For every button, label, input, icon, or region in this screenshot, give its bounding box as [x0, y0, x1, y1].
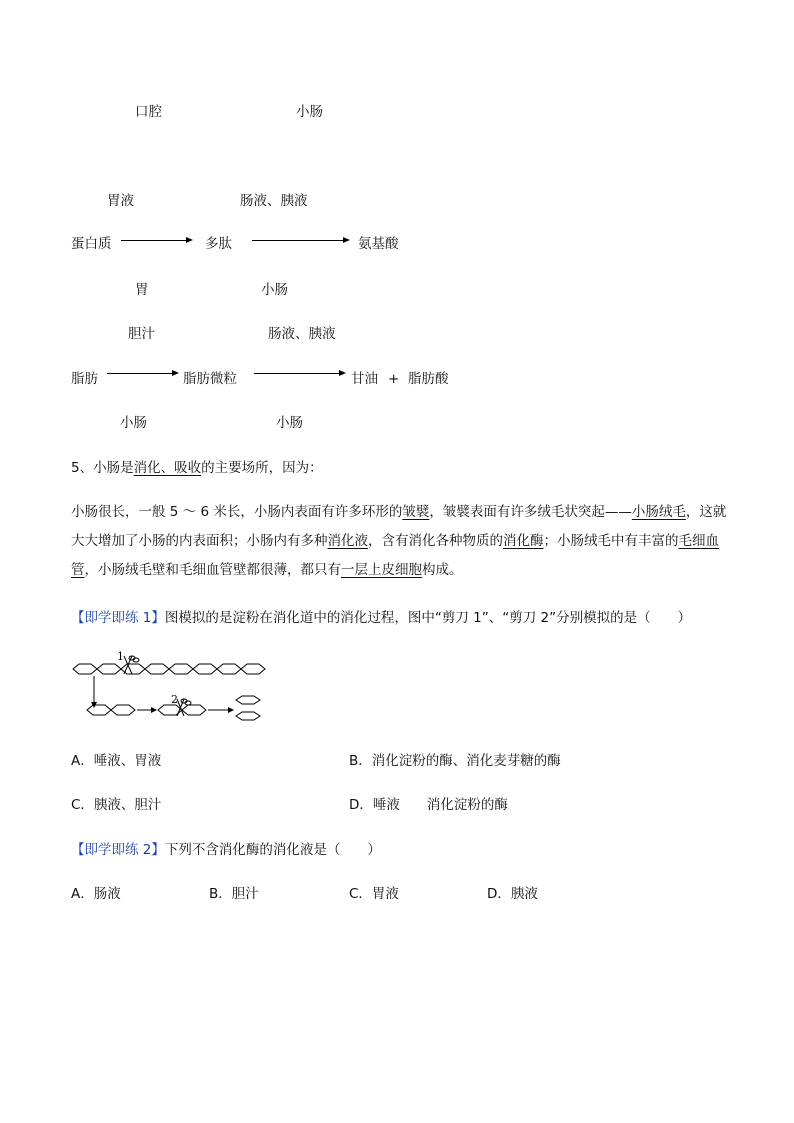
fat-end-fatty-acid: 脂肪酸 [408, 371, 449, 387]
fat-mid: 脂肪微粒 [183, 371, 237, 387]
protein-arrow-2 [252, 240, 344, 241]
para-text-3: ，这就大大增加了小肠的内表面积；小肠内有多种 [71, 504, 727, 549]
para-underline-enzyme: 消化酶 [503, 533, 544, 549]
question-2-option-a[interactable]: A．肠液 [71, 886, 121, 902]
para-underline-juice: 消化液 [327, 533, 368, 549]
scissor-2-label: 2 [171, 693, 178, 706]
question-2-option-b[interactable]: B．胆汁 [209, 886, 259, 902]
para-text-7: 构成。 [422, 562, 463, 578]
site-small-intestine: 小肠 [296, 104, 323, 120]
protein-site-1: 胃 [135, 282, 149, 298]
question-1 [71, 612, 691, 626]
protein-site-2: 小肠 [261, 282, 288, 298]
fat-arrow-2 [254, 373, 340, 374]
fat-end-glycerol: 甘油 [351, 371, 378, 387]
para-underline-fold: 皱襞 [402, 504, 430, 520]
section-5-underlined: 消化、吸收 [133, 460, 202, 476]
para-text-5: ；小肠绒毛中有丰富的 [543, 533, 679, 549]
section-5-suffix: 的主要场所，因为： [201, 460, 323, 476]
fat-agent-2: 肠液、胰液 [268, 326, 336, 342]
fat-site-2: 小肠 [276, 415, 303, 431]
para-underline-layer: 一层上皮细胞 [341, 562, 422, 578]
small-intestine-paragraph [71, 498, 731, 585]
scissor-1-label: 1 [117, 650, 124, 663]
para-underline-capillary: 毛细血管 [71, 533, 719, 578]
question-1-tag: 【即学即练 1】 [71, 610, 165, 626]
question-2-option-d[interactable]: D．胰液 [487, 886, 538, 902]
section-5-prefix: 5、小肠是 [71, 460, 134, 476]
para-text-4: ，含有消化各种物质的 [368, 533, 503, 549]
protein-end: 氨基酸 [358, 236, 399, 252]
para-text-2: ，皱襞表面有许多绒毛状突起—— [429, 504, 632, 520]
starch-digestion-figure [70, 648, 270, 728]
question-1-option-b[interactable]: B．消化淀粉的酶、消化麦芽糖的酶 [349, 753, 561, 769]
question-1-stem: 图模拟的是淀粉在消化道中的消化过程，图中“剪刀 1”、“剪刀 2”分别模拟的是（ ） [164, 610, 692, 626]
question-2-option-c[interactable]: C．胃液 [349, 886, 399, 902]
section-5-heading [71, 462, 323, 476]
fat-site-1: 小肠 [120, 415, 147, 431]
site-mouth: 口腔 [135, 104, 162, 120]
para-text-1: 小肠很长，一般 5 ～ 6 米长，小肠内表面有许多环形的 [71, 504, 403, 520]
protein-mid: 多肽 [205, 236, 232, 252]
protein-enzyme-1: 胃液 [107, 193, 134, 209]
para-text-6: ，小肠绒毛壁和毛细血管壁都很薄，都只有 [84, 562, 341, 578]
question-1-option-c[interactable]: C．胰液、胆汁 [71, 797, 162, 813]
protein-enzyme-2: 肠液、胰液 [240, 193, 308, 209]
question-1-option-d[interactable]: D．唾液 消化淀粉的酶 [349, 797, 508, 813]
question-2 [71, 844, 381, 858]
para-underline-villi: 小肠绒毛 [631, 504, 686, 520]
fat-arrow-1 [107, 373, 173, 374]
question-2-stem: 下列不含消化酶的消化液是（ ） [164, 842, 381, 858]
fat-agent-1: 胆汁 [128, 326, 155, 342]
protein-arrow-1 [121, 240, 187, 241]
question-1-option-a[interactable]: A．唾液、胃液 [71, 753, 162, 769]
fat-plus: + [388, 371, 400, 387]
fat-start: 脂肪 [71, 371, 98, 387]
protein-start: 蛋白质 [71, 236, 112, 252]
question-2-tag: 【即学即练 2】 [71, 842, 165, 858]
